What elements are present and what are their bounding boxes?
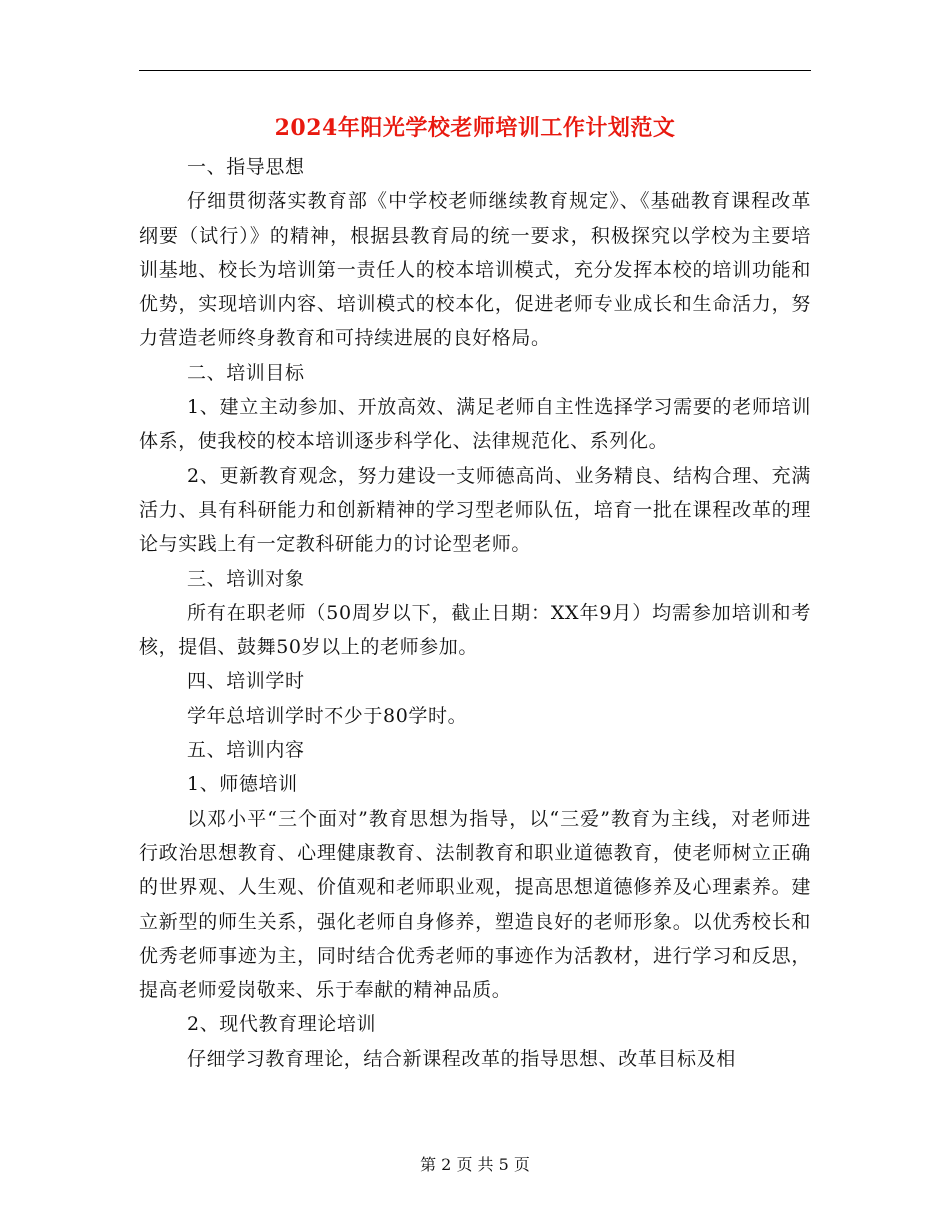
page-number: 第 2 页 共 5 页 xyxy=(420,1155,530,1174)
document-body xyxy=(139,150,811,1076)
subheading-modern-theory-training: 2、现代教育理论培训 xyxy=(187,1013,377,1036)
paragraph-training-hours: 学年总培训学时不少于80学时。 xyxy=(187,704,468,727)
section-heading-training-content: 五、培训内容 xyxy=(187,739,305,762)
header-rule xyxy=(139,70,811,71)
document-title: 2024年阳光学校老师培训工作计划范文 xyxy=(274,115,676,141)
paragraph-goal-2: 2、更新教育观念，努力建设一支师德高尚、业务精良、结构合理、充满活力、具有科研能力和创新精神的学习型老师队伍，培育一批在课程改革的理论与实践上有一定教科研能力的讨论型老师。 xyxy=(139,464,811,556)
paragraph-guiding-ideology: 仔细贯彻落实教育部《中学校老师继续教育规定》、《基础教育课程改革纲要（试行）》的精神，根据县教育局的统一要求，积极探究以学校为主要培训基地、校长为培训第一责任人的校本培训模式，充分发挥本校的培训功能和优势，实现培训内容、培训模式的校本化，促进老师专业成长和生命活力，努力营造老师终身教育和可持续进展的良好格局。 xyxy=(139,190,811,350)
section-heading-guiding-ideology: 一、指导思想 xyxy=(187,156,305,178)
paragraph-training-targets: 所有在职老师（50周岁以下，截止日期：XX年9月）均需参加培训和考核，提倡、鼓舞50岁以上的老师参加。 xyxy=(139,601,811,659)
paragraph-goal-1: 1、建立主动参加、开放高效、满足老师自主性选择学习需要的老师培训体系，使我校的校本培训逐步科学化、法律规范化、系列化。 xyxy=(139,396,811,453)
subheading-ethics-training: 1、师德培训 xyxy=(187,773,298,796)
paragraph-modern-theory-training: 仔细学习教育理论，结合新课程改革的指导思想、改革目标及相 xyxy=(187,1047,736,1070)
section-heading-training-hours: 四、培训学时 xyxy=(187,670,305,693)
section-heading-training-goals: 二、培训目标 xyxy=(187,361,305,384)
section-heading-training-targets: 三、培训对象 xyxy=(187,567,305,590)
paragraph-ethics-training: 以邓小平“三个面对”教育思想为指导，以“三爱”教育为主线，对老师进行政治思想教育、心理健康教育、法制教育和职业道德教育，使老师树立正确的世界观、人生观、价值观和老师职业观，提高思想道德修养及心理素养。建立新型的师生关系，强化老师自身修养，塑造良好的老师形象。以优秀校长和优秀老师事迹为主，同时结合优秀老师的事迹作为活教材，进行学习和反思，提高老师爱岗敬来、乐于奉献的精神品质。 xyxy=(139,807,811,1002)
